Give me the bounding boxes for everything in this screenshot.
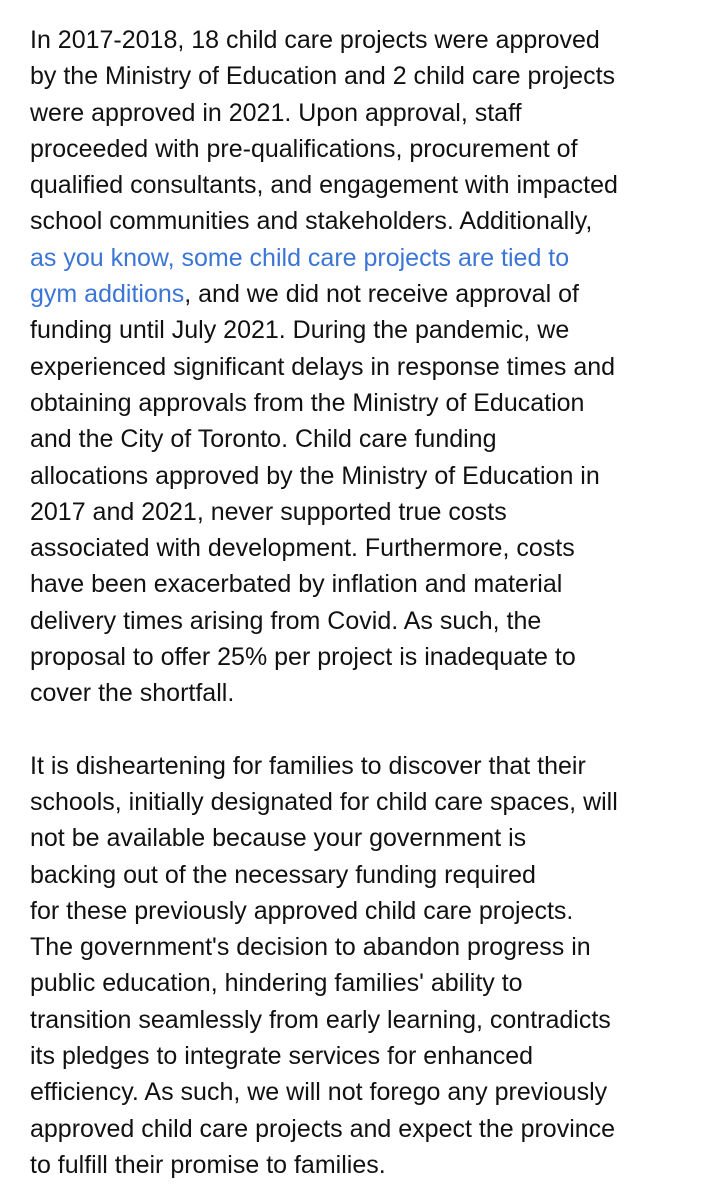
text-line: 2017 and 2021, never supported true costs: [30, 497, 507, 526]
text-line: efficiency. As such, we will not forego any previously: [30, 1078, 608, 1107]
text-line: were approved in 2021. Upon approval, staff: [30, 98, 522, 127]
text-segment: , and we did not receive approval of: [184, 280, 579, 309]
text-line: backing out of the necessary funding required: [30, 860, 536, 889]
paragraph-family-impact: [30, 748, 689, 1184]
text-line: cover the shortfall.: [30, 679, 235, 708]
text-line: school communities and stakeholders. Additionally,: [30, 207, 593, 236]
text-line: obtaining approvals from the Ministry of Education: [30, 388, 585, 417]
text-line: its pledges to integrate services for enhanced: [30, 1042, 534, 1071]
text-line: schools, initially designated for child care spaces, will: [30, 787, 618, 816]
text-line: not be available because your government is: [30, 824, 527, 853]
text-line: allocations approved by the Ministry of Education in: [30, 461, 600, 490]
text-line: It is disheartening for families to discover that their: [30, 751, 586, 780]
gym-additions-link-continued[interactable]: gym additions: [30, 280, 185, 309]
text-line: approved child care projects and expect the province: [30, 1114, 616, 1143]
text-line: experienced significant delays in response times and: [30, 352, 616, 381]
gym-additions-link[interactable]: as you know, some child care projects are tied to: [30, 243, 570, 272]
text-line: The government's decision to abandon progress in: [30, 933, 591, 962]
text-line: In 2017-2018, 18 child care projects were approved: [30, 26, 600, 54]
text-line: for these previously approved child care projects.: [30, 896, 574, 925]
text-line: proceeded with pre-qualifications, procurement of: [30, 134, 578, 163]
text-line: proposal to offer 25% per project is inadequate to: [30, 643, 576, 672]
text-line: public education, hindering families' ability to: [30, 969, 523, 998]
text-line: funding until July 2021. During the pandemic, we: [30, 316, 570, 345]
text-line: associated with development. Furthermore, costs: [30, 534, 575, 563]
text-line: delivery times arising from Covid. As such, the: [30, 606, 542, 635]
text-line: have been exacerbated by inflation and material: [30, 570, 563, 599]
text-line: and the City of Toronto. Child care funding: [30, 425, 497, 454]
text-line: to fulfill their promise to families.: [30, 1150, 386, 1179]
text-line: by the Ministry of Education and 2 child care projects: [30, 62, 616, 91]
paragraph-funding-history: [30, 22, 689, 712]
text-line: qualified consultants, and engagement with impacted: [30, 171, 618, 200]
text-line: [30, 276, 689, 312]
text-line: [30, 240, 689, 276]
text-line: transition seamlessly from early learning, contradicts: [30, 1005, 611, 1034]
